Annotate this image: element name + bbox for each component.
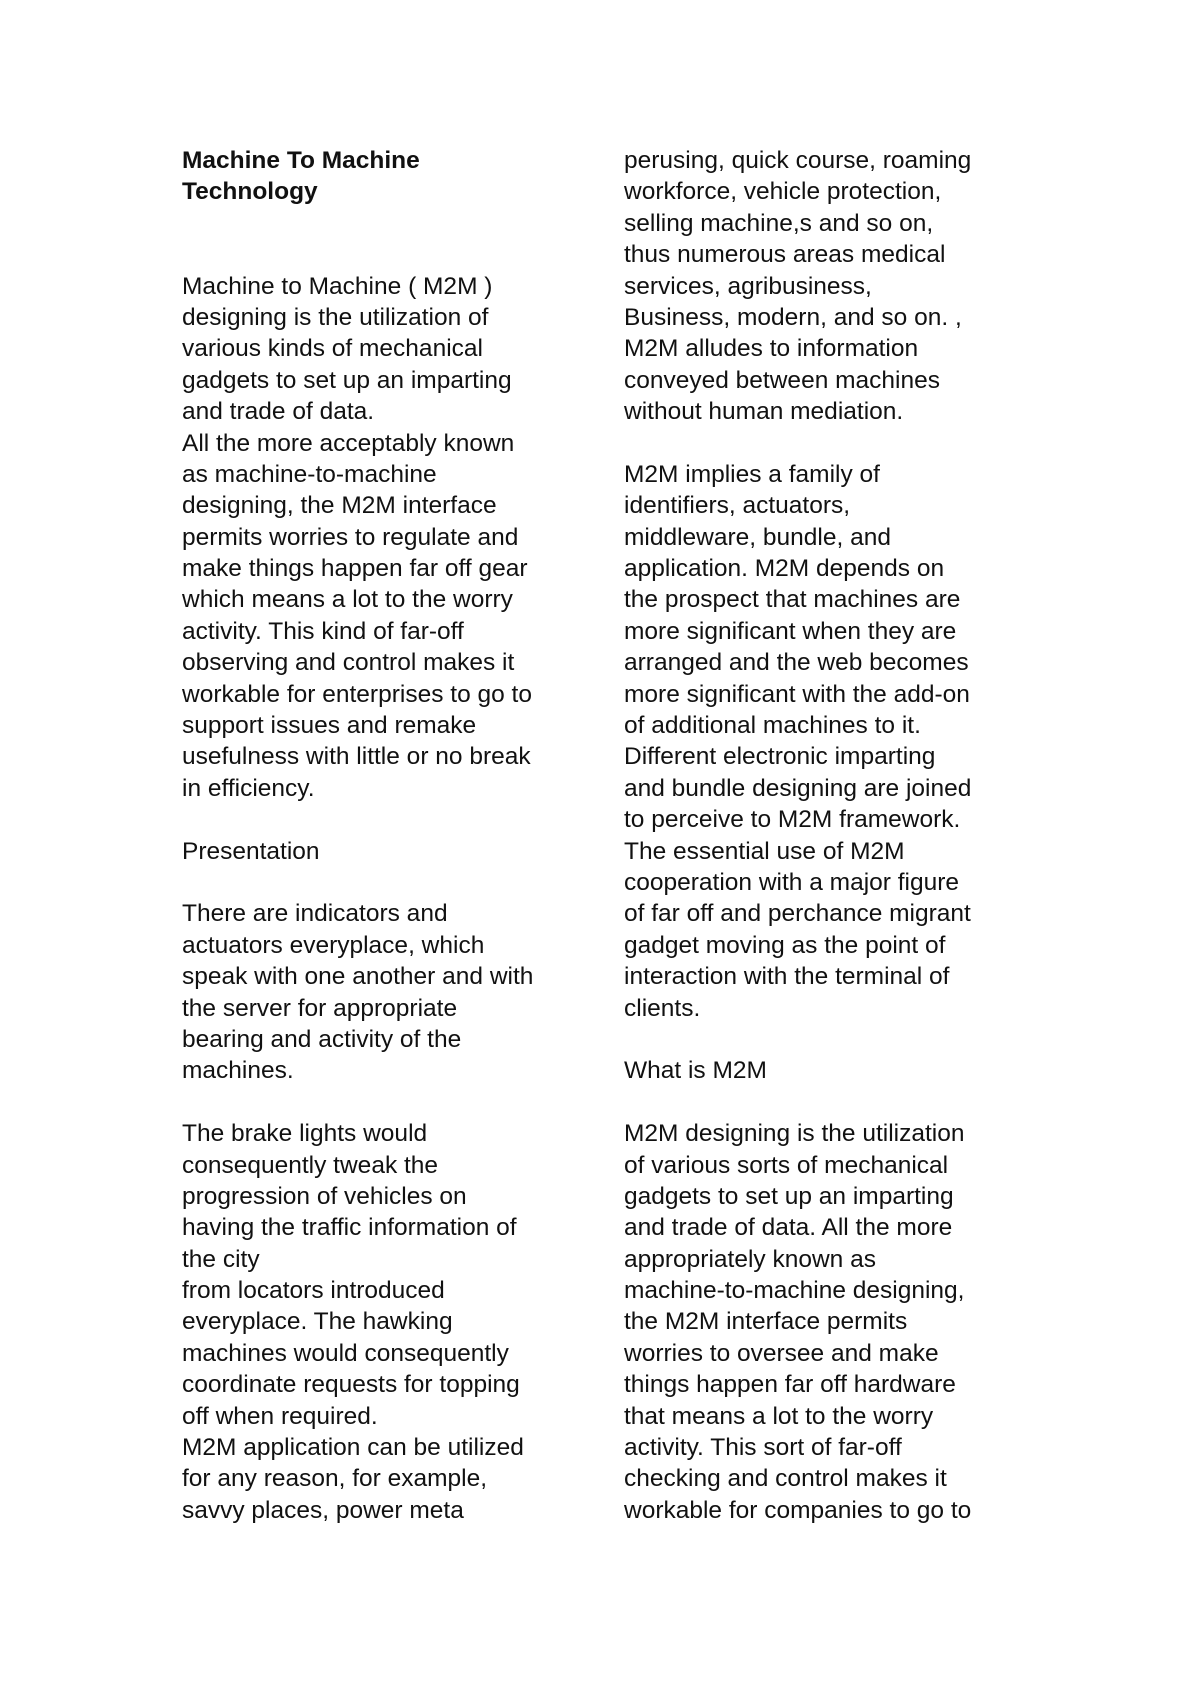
text-line: savvy places, power meta [182, 1496, 464, 1524]
text-line: having the traffic information of [182, 1214, 517, 1242]
text-line: machine-to-machine designing, [624, 1277, 965, 1305]
text-line: cooperation with a major figure [624, 868, 960, 896]
text-line: There are indicators and [182, 900, 448, 928]
blank-line [182, 1087, 582, 1118]
text-line: everyplace. The hawking [182, 1308, 453, 1336]
text-line: bearing and activity of the [182, 1025, 462, 1053]
text-line: selling machine,s and so on, [624, 209, 934, 237]
blank-line [182, 804, 582, 835]
text-line: services, agribusiness, [624, 272, 872, 300]
text-line: activity. This sort of far-off [624, 1434, 902, 1462]
blank-line [624, 1087, 1024, 1118]
text-line: more significant when they are [624, 617, 957, 645]
text-line: machines. [182, 1057, 294, 1085]
text-line: M2M implies a family of [624, 460, 880, 488]
text-line: identifiers, actuators, [624, 492, 851, 520]
text-line: perusing, quick course, roaming [624, 147, 972, 174]
blank-line [624, 1024, 1024, 1055]
text-line: Business, modern, and so on. , [624, 303, 962, 331]
text-line: the prospect that machines are [624, 586, 961, 614]
text-line: Presentation [182, 837, 320, 865]
text-line: The brake lights would [182, 1120, 428, 1148]
text-line: and trade of data. [182, 398, 375, 426]
text-line: without human mediation. [624, 398, 904, 426]
text-line: more significant with the add-on [624, 680, 970, 708]
text-line: as machine-to-machine [182, 460, 437, 488]
text-line: designing is the utilization of [182, 303, 489, 331]
text-line: the M2M interface permits [624, 1308, 908, 1336]
text-line: Different electronic imparting [624, 743, 936, 771]
text-line: workforce, vehicle protection, [624, 178, 942, 206]
text-line: arranged and the web becomes [624, 649, 969, 677]
text-line: worries to oversee and make [624, 1339, 939, 1367]
text-line: which means a lot to the worry [182, 586, 513, 614]
text-line: gadgets to set up an imparting [624, 1182, 954, 1210]
text-line: M2M alludes to information [624, 335, 919, 363]
text-line: the city [182, 1245, 260, 1273]
text-line: conveyed between machines [624, 366, 940, 394]
text-line: workable for companies to go to [624, 1496, 972, 1524]
blank-line [182, 208, 582, 239]
text-line: observing and control makes it [182, 649, 515, 677]
text-line: and trade of data. All the more [624, 1214, 953, 1242]
text-line: designing, the M2M interface [182, 492, 497, 520]
text-line: M2M application can be utilized [182, 1434, 524, 1462]
text-line: various kinds of mechanical [182, 335, 483, 363]
text-line: of far off and perchance migrant [624, 900, 971, 928]
text-line: activity. This kind of far-off [182, 617, 464, 645]
text-line: application. M2M depends on [624, 555, 945, 583]
text-line: usefulness with little or no break [182, 743, 531, 771]
text-line: Machine to Machine ( M2M ) [182, 272, 493, 300]
text-line: workable for enterprises to go to [182, 680, 532, 708]
text-line: middleware, bundle, and [624, 523, 891, 551]
text-line: make things happen far off gear [182, 555, 528, 583]
text-line: M2M designing is the utilization [624, 1120, 965, 1148]
right-column [624, 145, 1024, 1526]
text-line: from locators introduced [182, 1277, 445, 1305]
text-line: The essential use of M2M [624, 837, 905, 865]
text-line: for any reason, for example, [182, 1465, 488, 1493]
text-line: to perceive to M2M framework. [624, 806, 961, 834]
text-line: off when required. [182, 1402, 378, 1430]
left-column [182, 145, 582, 1526]
text-line: actuators everyplace, which [182, 931, 485, 959]
text-line: in efficiency. [182, 774, 315, 802]
blank-line [182, 867, 582, 898]
text-line: What is M2M [624, 1057, 767, 1085]
text-line: support issues and remake [182, 712, 477, 740]
text-line: gadget moving as the point of [624, 931, 946, 959]
text-line: coordinate requests for topping [182, 1371, 520, 1399]
blank-line [182, 239, 582, 270]
text-line: of various sorts of mechanical [624, 1151, 949, 1179]
text-line: progression of vehicles on [182, 1182, 467, 1210]
text-line: consequently tweak the [182, 1151, 439, 1179]
text-line: clients. [624, 994, 701, 1022]
text-line: machines would consequently [182, 1339, 509, 1367]
text-line: and bundle designing are joined [624, 774, 972, 802]
blank-line [624, 428, 1024, 459]
text-line: interaction with the terminal of [624, 963, 950, 991]
document-title-line: Machine To Machine [182, 147, 420, 174]
text-line: that means a lot to the worry [624, 1402, 934, 1430]
text-line: appropriately known as [624, 1245, 876, 1273]
text-line: things happen far off hardware [624, 1371, 956, 1399]
document-title-line: Technology [182, 178, 318, 206]
text-line: All the more acceptably known [182, 429, 515, 457]
text-line: permits worries to regulate and [182, 523, 519, 551]
text-line: thus numerous areas medical [624, 241, 946, 269]
text-line: checking and control makes it [624, 1465, 947, 1493]
text-line: gadgets to set up an imparting [182, 366, 512, 394]
text-line: of additional machines to it. [624, 712, 921, 740]
text-line: the server for appropriate [182, 994, 458, 1022]
text-line: speak with one another and with [182, 963, 534, 991]
